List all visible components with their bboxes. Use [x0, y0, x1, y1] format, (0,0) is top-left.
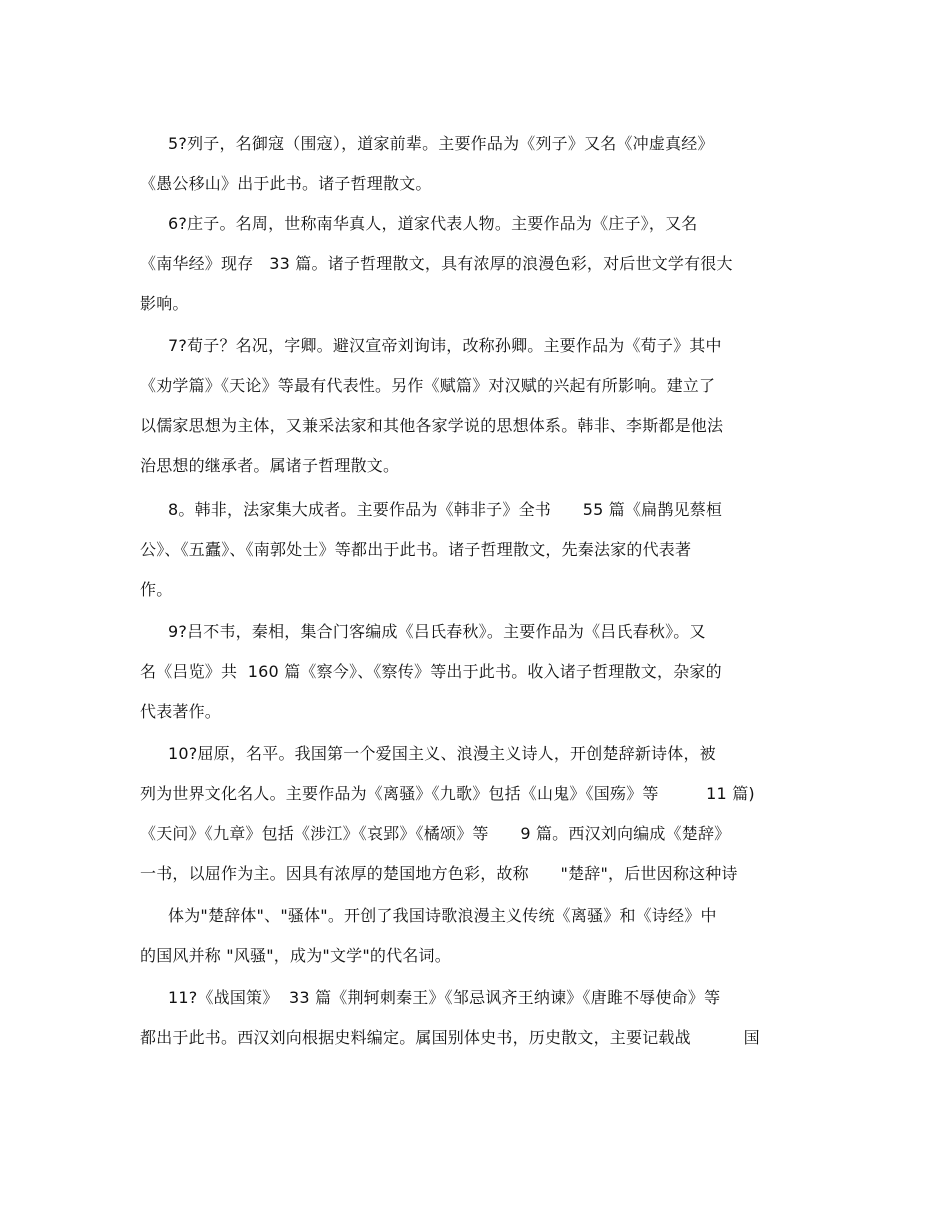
text-line: 一书，以屈作为主。因具有浓厚的楚国地方色彩，故称 "楚辞"，后世因称这种诗: [140, 864, 738, 883]
text-line: 治思想的继承者。属诸子哲理散文。: [140, 456, 400, 475]
text-line: 作。: [140, 580, 173, 599]
text-line: 《劝学篇》《天论》等最有代表性。另作《赋篇》对汉赋的兴起有所影响。建立了: [140, 376, 716, 395]
text-line: 7?荀子？名况，字卿。避汉宣帝刘询讳，改称孙卿。主要作品为《荀子》其中: [168, 336, 722, 355]
text-line: 《天问》《九章》包括《涉江》《哀郢》《橘颂》等 9 篇。西汉刘向编成《楚辞》: [140, 824, 731, 843]
text-line: 5?列子，名御寇（围寇），道家前辈。主要作品为《列子》又名《冲虚真经》: [168, 134, 714, 153]
text-line: 都出于此书。西汉刘向根据史料编定。属国别体史书，历史散文，主要记载战 国: [140, 1028, 760, 1047]
text-line: 名《吕览》共 160 篇《察今》、《察传》等出于此书。收入诸子哲理散文，杂家的: [140, 662, 722, 681]
text-line: 8。韩非，法家集大成者。主要作品为《韩非子》全书 55 篇《扁鹊见蔡桓: [168, 500, 723, 519]
text-line: 以儒家思想为主体，又兼采法家和其他各家学说的思想体系。韩非、李斯都是他法: [140, 416, 724, 435]
text-line: 《南华经》现存 33 篇。诸子哲理散文，具有浓厚的浪漫色彩，对后世文学有很大: [140, 254, 733, 273]
text-line: 体为"楚辞体"、"骚体"。开创了我国诗歌浪漫主义传统《离骚》和《诗经》中: [168, 906, 717, 925]
text-line: 10?屈原，名平。我国第一个爱国主义、浪漫主义诗人，开创楚辞新诗体，被: [168, 744, 716, 763]
text-line: 列为世界文化名人。主要作品为《离骚》《九歌》包括《山鬼》《国殇》等 11 篇): [140, 784, 755, 803]
text-line: 11?《战国策》 33 篇《荆轲刺秦王》《邹忌讽齐王纳谏》《唐雎不辱使命》等: [168, 988, 721, 1007]
text-line: 9?吕不韦，秦相，集合门客编成《吕氏春秋》。主要作品为《吕氏春秋》。又: [168, 622, 706, 641]
text-line: 代表著作。: [140, 702, 222, 721]
text-line: 6?庄子。名周，世称南华真人，道家代表人物。主要作品为《庄子》，又名: [168, 214, 698, 233]
text-line: 的国风并称 "风骚"，成为"文学"的代名词。: [140, 946, 451, 965]
text-line: 影响。: [140, 294, 189, 313]
text-line: 《愚公移山》出于此书。诸子哲理散文。: [140, 174, 432, 193]
text-line: 公》、《五蠹》、《南郭处士》等都出于此书。诸子哲理散文，先秦法家的代表著: [140, 540, 692, 559]
